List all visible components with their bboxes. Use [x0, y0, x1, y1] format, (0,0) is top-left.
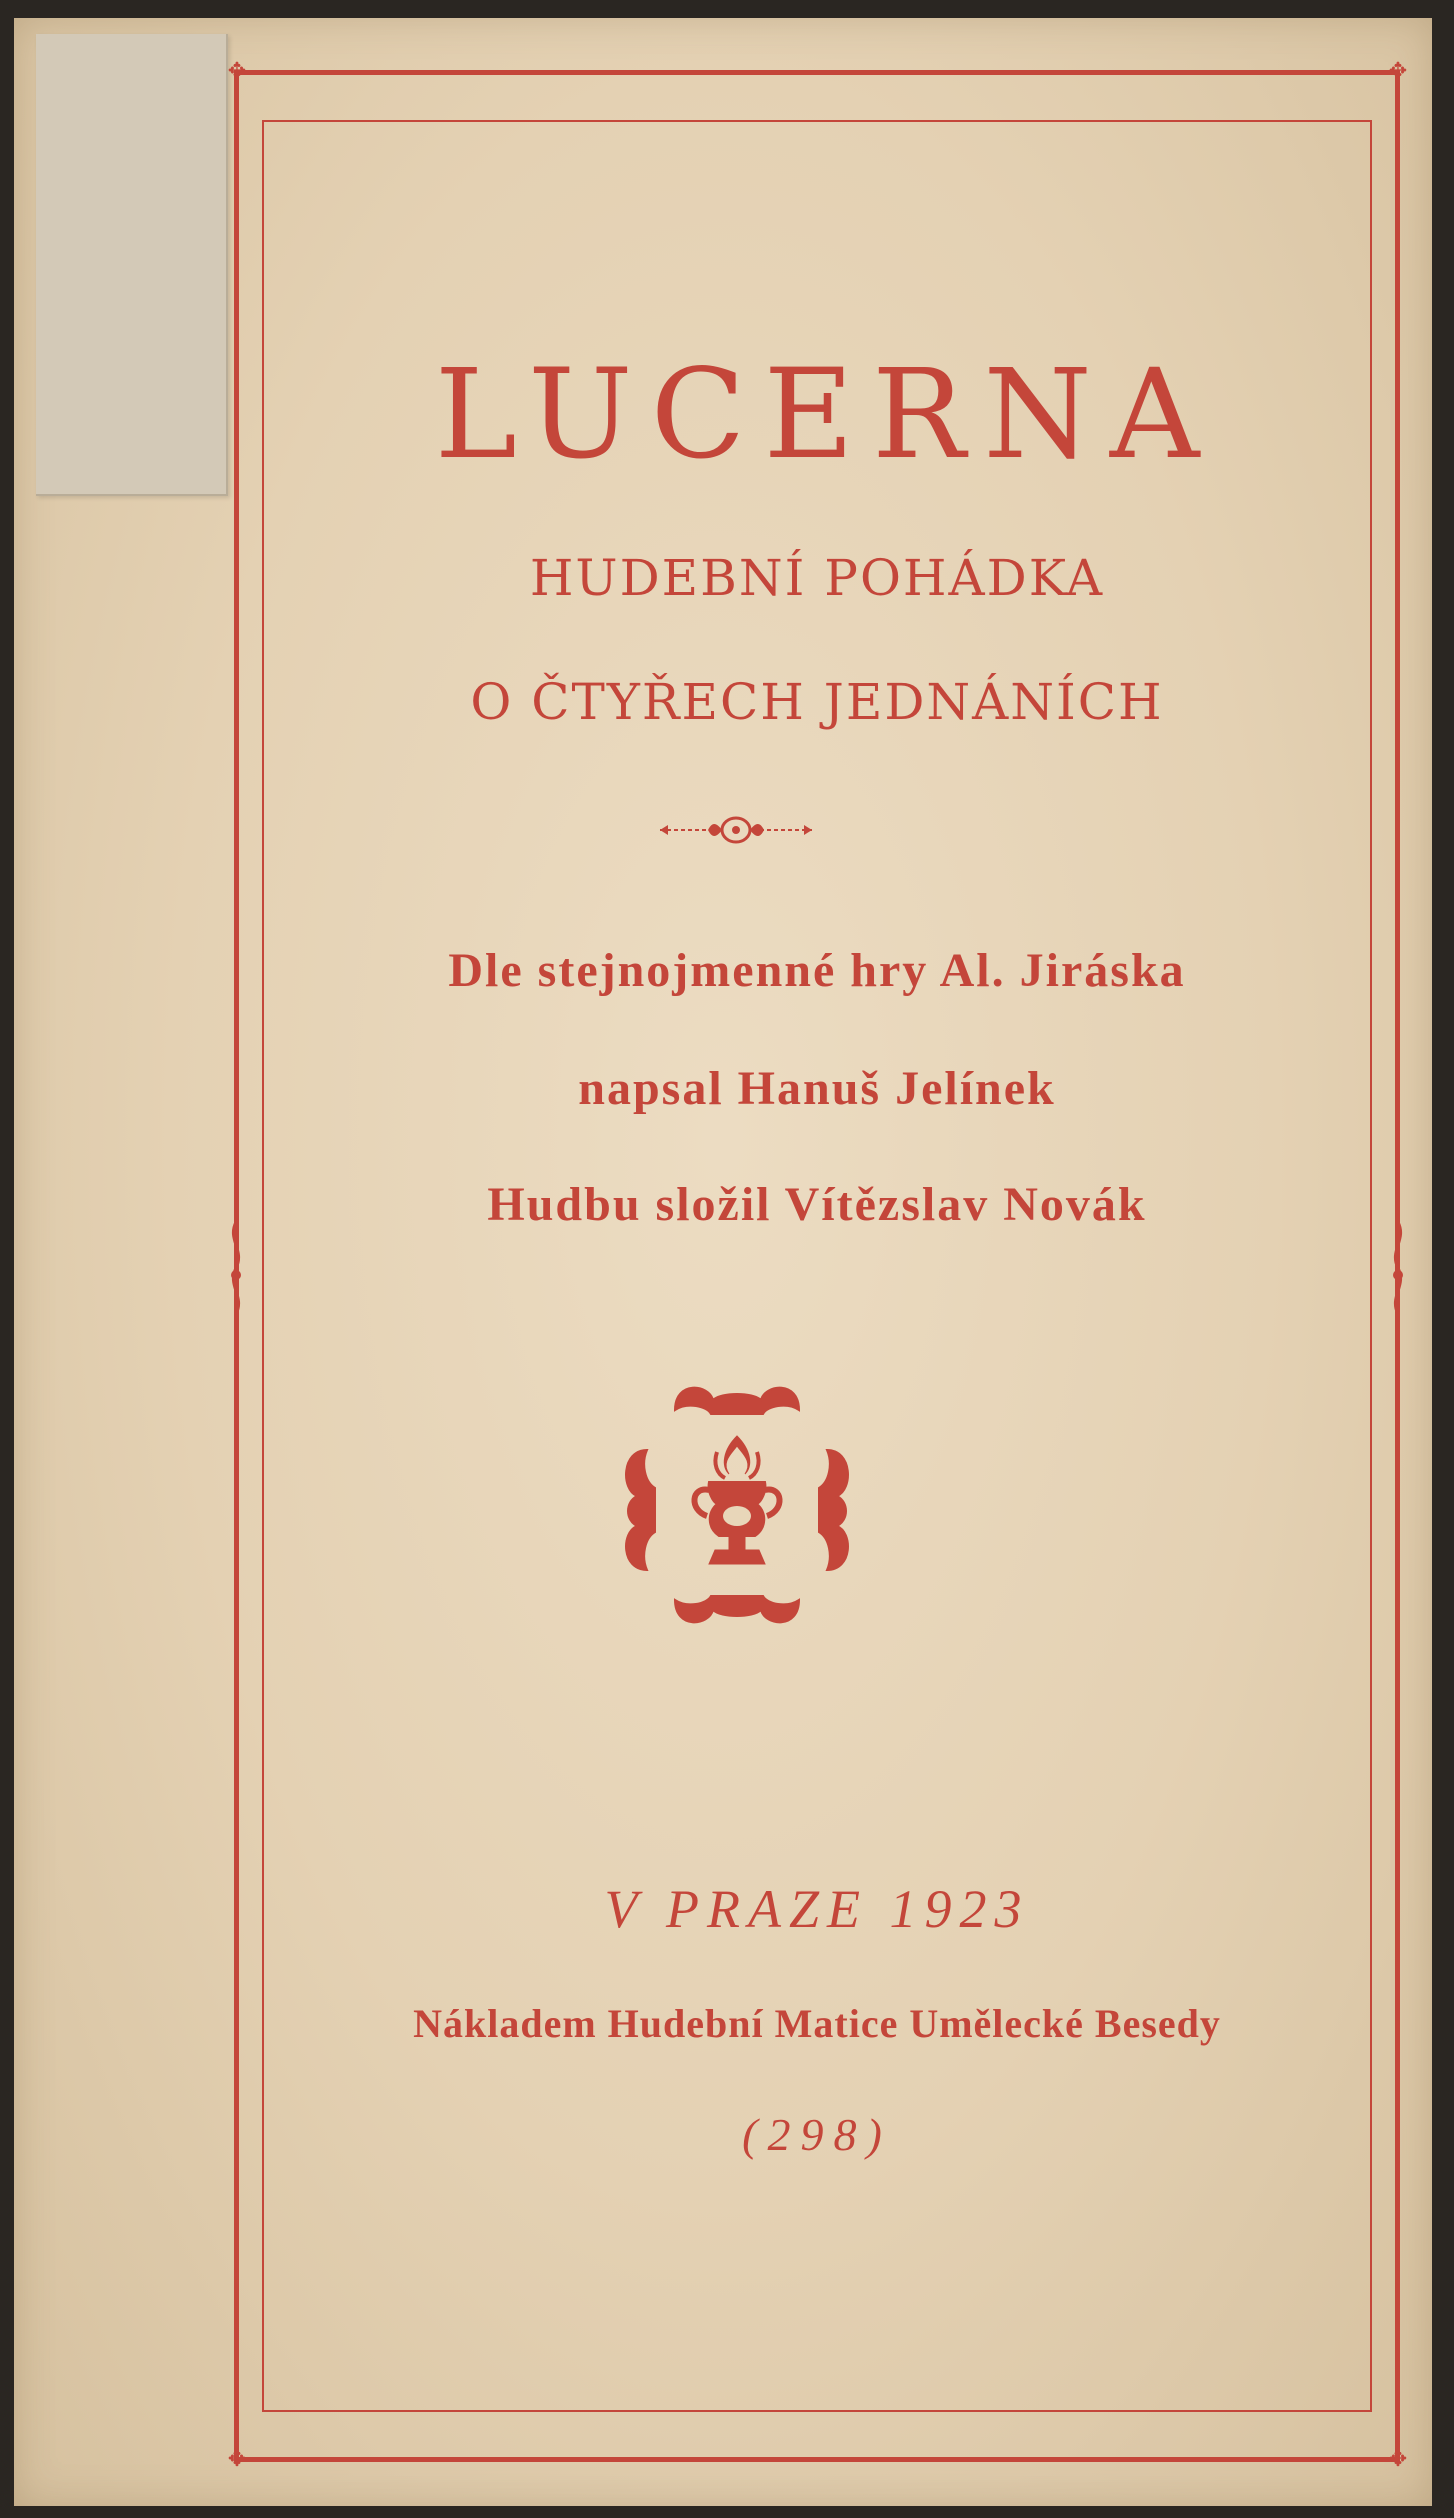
corner-ornament-icon: ✥: [227, 59, 247, 84]
urn-cartouche-emblem-icon: [617, 1370, 857, 1640]
publisher-line: Nákladem Hudební Matice Umělecké Besedy: [413, 2001, 1221, 2046]
credit-line-2: napsal Hanuš Jelínek: [578, 1062, 1056, 1115]
corner-ornament-icon: ✥: [227, 2447, 247, 2472]
right-side-ornament-icon: [1385, 1220, 1411, 1330]
subtitle-line-1: HUDEBNÍ POHÁDKA: [529, 549, 1105, 607]
title: LUCERNA: [434, 343, 1218, 487]
corner-ornament-icon: ✥: [1388, 2447, 1408, 2472]
credit-line-3: Hudbu složil Vítězslav Novák: [487, 1178, 1147, 1231]
corner-ornament-icon: ✥: [1388, 59, 1408, 84]
subtitle-line-2: O ČTYŘECH JEDNÁNÍCH: [470, 673, 1164, 731]
ornamental-divider-icon: [656, 813, 816, 847]
credit-line-1: Dle stejnojmenné hry Al. Jiráska: [448, 944, 1186, 997]
place-and-year: V PRAZE 1923: [604, 1879, 1030, 1939]
left-side-ornament-icon: [223, 1220, 249, 1330]
catalog-number: (298): [742, 2109, 892, 2160]
library-label-patch: [36, 34, 228, 496]
